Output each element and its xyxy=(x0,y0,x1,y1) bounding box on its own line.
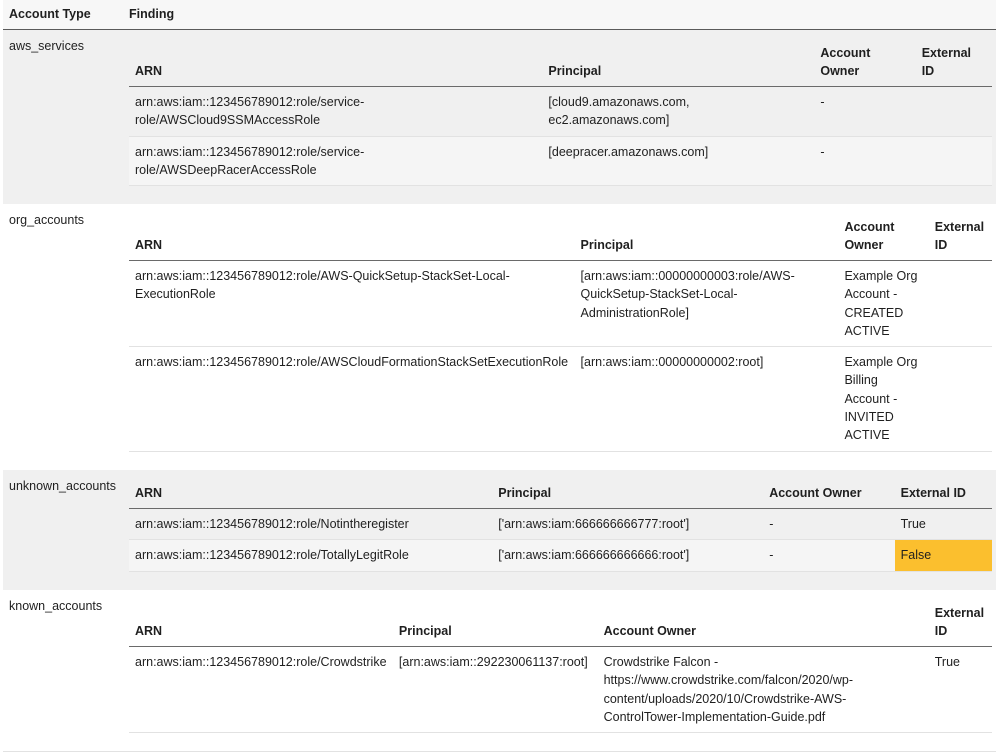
column-header-account-owner: Account Owner xyxy=(838,215,928,261)
external-id-cell xyxy=(916,136,992,186)
arn-cell: arn:aws:iam::123456789012:role/service-role/AWSCloud9SSMAccessRole xyxy=(129,87,542,137)
principal-cell: [cloud9.amazonaws.com, ec2.amazonaws.com] xyxy=(542,87,814,137)
table-row xyxy=(129,647,992,733)
finding-table xyxy=(129,41,992,186)
principal-cell: [arn:aws:iam::00000000002:root] xyxy=(575,347,839,451)
column-header-external-id: External ID xyxy=(895,481,992,509)
table-row xyxy=(129,540,992,571)
column-header-principal: Principal xyxy=(575,215,839,261)
bottom-divider xyxy=(3,751,996,752)
external-id-cell xyxy=(929,261,992,347)
results-header xyxy=(3,0,996,30)
table-row xyxy=(129,87,992,137)
principal-cell: ['arn:aws:iam:666666666666:root'] xyxy=(492,540,763,571)
principal-cell: ['arn:aws:iam:666666666777:root'] xyxy=(492,509,763,540)
finding-header: Finding xyxy=(129,7,175,21)
table-row xyxy=(129,136,992,186)
account-type-label: unknown_accounts xyxy=(9,479,117,493)
table-header-row xyxy=(129,215,992,261)
arn-cell: arn:aws:iam::123456789012:role/TotallyLegitRole xyxy=(129,540,492,571)
column-header-account-owner: Account Owner xyxy=(814,41,915,87)
arn-cell: arn:aws:iam::123456789012:role/Crowdstrike xyxy=(129,647,393,733)
arn-cell: arn:aws:iam::123456789012:role/Notintheregister xyxy=(129,509,492,540)
account-owner-cell: Example Org Billing Account - INVITED ACTIVE xyxy=(838,347,928,451)
account-owner-cell: Example Org Account - CREATED ACTIVE xyxy=(838,261,928,347)
table-row xyxy=(129,347,992,451)
column-header-arn: ARN xyxy=(129,481,492,509)
arn-cell: arn:aws:iam::123456789012:role/service-role/AWSDeepRacerAccessRole xyxy=(129,136,542,186)
table-header-row xyxy=(129,41,992,87)
external-id-cell: True xyxy=(895,509,992,540)
account-type-label: org_accounts xyxy=(9,213,85,227)
section-aws-services xyxy=(3,30,996,204)
account-owner-cell: - xyxy=(814,136,915,186)
account-owner-cell: - xyxy=(814,87,915,137)
column-header-principal: Principal xyxy=(542,41,814,87)
finding-table xyxy=(129,215,992,452)
section-unknown-accounts xyxy=(3,470,996,590)
account-type-label: aws_services xyxy=(9,39,85,53)
column-header-arn: ARN xyxy=(129,41,542,87)
external-id-cell xyxy=(916,87,992,137)
finding-table xyxy=(129,601,992,733)
account-owner-cell: - xyxy=(763,509,894,540)
column-header-principal: Principal xyxy=(393,601,598,647)
principal-cell: [arn:aws:iam::292230061137:root] xyxy=(393,647,598,733)
column-header-external-id: External ID xyxy=(929,215,992,261)
column-header-external-id: External ID xyxy=(916,41,992,87)
external-id-cell: True xyxy=(929,647,992,733)
column-header-principal: Principal xyxy=(492,481,763,509)
column-header-arn: ARN xyxy=(129,215,575,261)
principal-cell: [deepracer.amazonaws.com] xyxy=(542,136,814,186)
finding-table xyxy=(129,481,992,572)
column-header-external-id: External ID xyxy=(929,601,992,647)
account-owner-cell: Crowdstrike Falcon - https://www.crowdstrike.com/falcon/2020/wp-content/uploads/2020/10/Crowdstrike-AWS-ControlTower-Implementation-Guide.pdf xyxy=(598,647,929,733)
table-header-row xyxy=(129,481,992,509)
arn-cell: arn:aws:iam::123456789012:role/AWSCloudFormationStackSetExecutionRole xyxy=(129,347,575,451)
column-header-account-owner: Account Owner xyxy=(598,601,929,647)
findings-page xyxy=(3,0,996,724)
column-header-account-owner: Account Owner xyxy=(763,481,894,509)
section-org-accounts xyxy=(3,204,996,470)
account-type-header: Account Type xyxy=(9,7,91,21)
table-row xyxy=(129,509,992,540)
section-known-accounts xyxy=(3,590,996,751)
external-id-cell xyxy=(929,347,992,451)
principal-cell: [arn:aws:iam::00000000003:role/AWS-QuickSetup-StackSet-Local-AdministrationRole] xyxy=(575,261,839,347)
table-row xyxy=(129,261,992,347)
account-type-label: known_accounts xyxy=(9,599,103,613)
arn-cell: arn:aws:iam::123456789012:role/AWS-QuickSetup-StackSet-Local-ExecutionRole xyxy=(129,261,575,347)
table-header-row xyxy=(129,601,992,647)
column-header-arn: ARN xyxy=(129,601,393,647)
account-owner-cell: - xyxy=(763,540,894,571)
external-id-cell-flagged: False xyxy=(895,540,992,571)
